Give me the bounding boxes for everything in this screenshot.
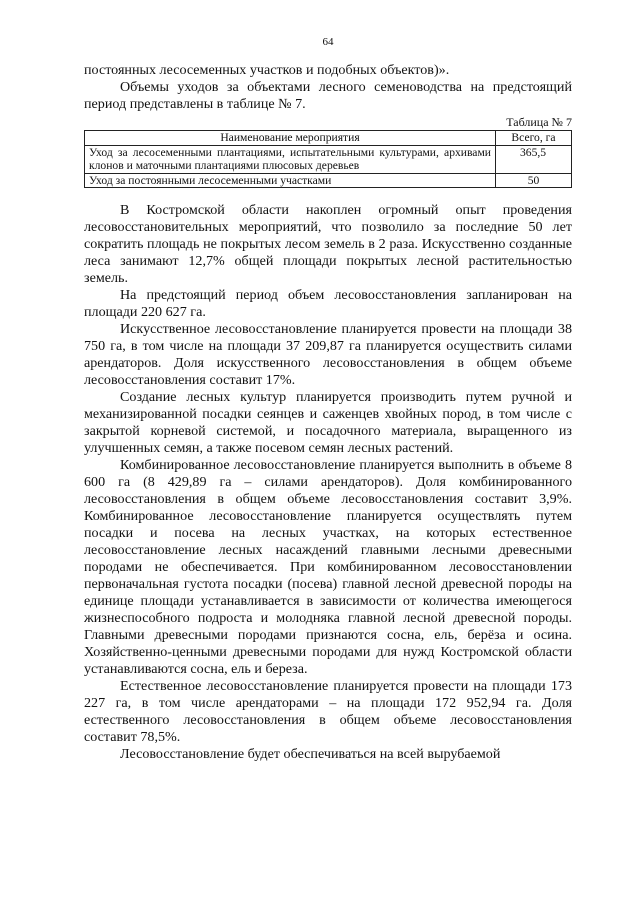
paragraph-artificial: Искусственное лесовосстановление планируется провести на площади 38 750 га, в том числе на площади 37 209,87 га планируется осуществить силами арендаторов. Доля искусственного лесовосстановления в общем объеме лесовосстановления составит 17%. [84, 321, 572, 388]
paragraph-total-volume: На предстоящий период объем лесовосстановления запланирован на площади 220 627 га. [84, 287, 572, 320]
paragraph-experience: В Костромской области накоплен огромный опыт проведения лесовосстановительных мероприятий, что позволило за последние 50 лет сократить площадь не покрытых лесом земель в 2 раза. Искусственно созданные леса занимают 12,7% общей площади покрытых лесной растительностью земель. [84, 202, 572, 286]
column-header-name: Наименование мероприятия [85, 131, 496, 146]
table-row [85, 173, 572, 188]
intro-continuation: постоянных лесосеменных участков и подобных объектов)». [84, 62, 450, 78]
paragraph-forest-cultures: Создание лесных культур планируется производить путем ручной и механизированной посадки сеянцев и саженцев хвойных пород, в том числе с закрытой корневой системой, и посадочного материала, выращенного из улучшенных семян, а также посевом семян лесных растений. [84, 389, 572, 456]
table-cell-name: Уход за постоянными лесосеменными участками [85, 173, 496, 188]
document-body [84, 62, 572, 763]
table-cell-value: 50 [496, 173, 572, 188]
table-cell-value: 365,5 [496, 145, 572, 173]
paragraph-combined: Комбинированное лесовосстановление планируется выполнить в объеме 8 600 га (8 429,89 га – силами арендаторов). Доля комбинированного лесовосстановления в общем объеме лесовосстановления составит 3,9%. Комбинированное лесовосстановление планируется осуществлять путем посадки и посева на лесных участках, на которых естественное лесовосстановление лесных насаждений главными лесными древесными породами не обеспечивается. При комбинированном лесовосстановлении первоначальная густота посадки (посева) главной лесной древесной породы на единице площади устанавливается в зависимости от количества имеющегося жизнеспособного подроста и молодняка главной лесной древесной породы. Главными древесными породами признаются сосна, ель, берёза и осина. Хозяйственно-ценными древесными породами для нужд Костромской области устанавливаются сосна, ель и береза. [84, 457, 572, 677]
page-number: 64 [322, 36, 334, 48]
intro-paragraph: Объемы уходов за объектами лесного семеноводства на предстоящий период представлены в таблице № 7. [84, 79, 572, 112]
table-cell-name: Уход за лесосеменными плантациями, испытательными культурами, архивами клонов и маточными плантациями плюсовых деревьев [85, 145, 496, 173]
column-header-total: Всего, га [496, 131, 572, 146]
paragraph-continued: Лесовосстановление будет обеспечиваться на всей вырубаемой [120, 746, 501, 762]
table-row [85, 145, 572, 173]
table-header-row [85, 131, 572, 146]
paragraph-natural: Естественное лесовосстановление планируется провести на площади 173 227 га, в том числе арендаторами – на площади 172 952,94 га. Доля естественного лесовосстановления в общем объеме лесовосстановления составит 78,5%. [84, 678, 572, 745]
measures-table [84, 130, 572, 188]
table-caption: Таблица № 7 [506, 115, 572, 129]
